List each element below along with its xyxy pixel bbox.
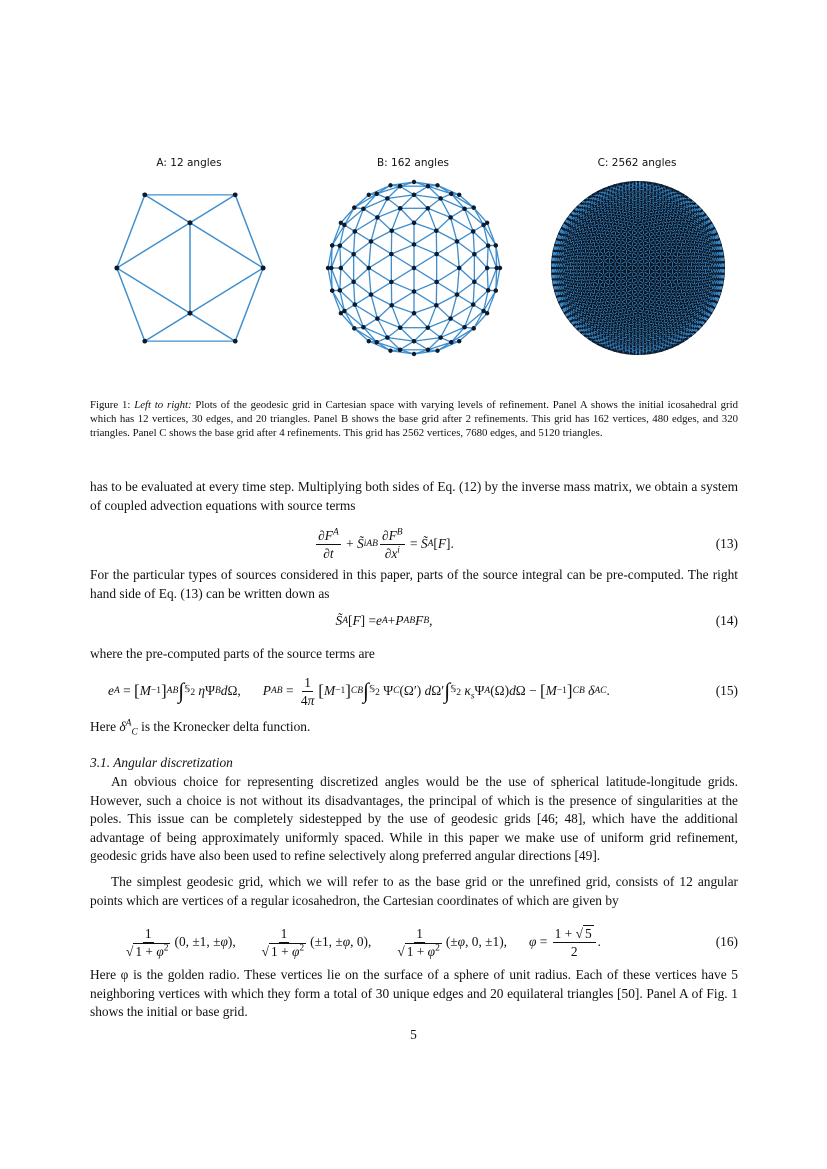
grid-vertex [188, 311, 193, 316]
grid-vertex [485, 266, 489, 270]
grid-vertex [426, 184, 430, 188]
grid-edge [355, 231, 371, 241]
grid-vertex [472, 252, 476, 256]
grid-edge [474, 282, 488, 291]
grid-vertex [233, 192, 238, 197]
grid-vertex [426, 325, 430, 329]
grid-vertex [233, 339, 238, 344]
grid-vertex [434, 280, 438, 284]
grid-edge [428, 328, 441, 338]
grid-edge [369, 268, 371, 295]
grid-vertex [438, 196, 442, 200]
panel-c-title: C: 2562 angles [597, 157, 677, 169]
grid-vertex [114, 266, 119, 271]
grid-edge [377, 217, 391, 230]
grid-vertex [330, 288, 334, 292]
grid-vertex [188, 220, 193, 225]
grid-vertex [374, 192, 378, 196]
grid-vertex [369, 239, 373, 243]
grid-edge [354, 328, 376, 342]
grid-vertex [367, 266, 371, 270]
grid-edge [354, 241, 371, 254]
grid-edge [436, 295, 457, 306]
grid-vertex [412, 311, 416, 315]
grid-vertex [449, 340, 453, 344]
grid-vertex [494, 243, 498, 247]
grid-vertex [472, 280, 476, 284]
grid-edge [414, 282, 437, 292]
grid-edge [340, 246, 341, 268]
grid-vertex [375, 316, 379, 320]
grid-vertex [361, 325, 365, 329]
grid-vertex [261, 266, 266, 271]
grid-edge [414, 231, 436, 245]
grid-edge [428, 198, 441, 208]
grid-vertex [388, 183, 392, 187]
grid-edge [400, 186, 414, 195]
grid-edge [377, 305, 391, 318]
grid-vertex [389, 280, 393, 284]
grid-vertex [329, 266, 333, 270]
grid-edge [392, 223, 414, 231]
panel-b-geodesic-plot [316, 170, 512, 366]
grid-edge [341, 268, 354, 282]
grid-vertex [338, 243, 342, 247]
grid-vertex [457, 266, 461, 270]
grid-edge [363, 209, 377, 218]
grid-vertex [495, 266, 499, 270]
grid-vertex [426, 206, 430, 210]
grid-edge [117, 268, 190, 313]
panel-a-title: A: 12 angles [156, 157, 222, 169]
grid-vertex [434, 228, 438, 232]
grid-vertex [455, 292, 459, 296]
grid-edge [414, 341, 428, 350]
grid-vertices [326, 180, 502, 356]
grid-edge [451, 209, 465, 218]
grid-edge [457, 231, 473, 241]
grid-vertex [352, 326, 356, 330]
grid-edge [190, 313, 235, 341]
grid-edge [457, 282, 474, 295]
grid-edge [341, 254, 354, 268]
grid-edge [437, 282, 457, 295]
grid-edge [392, 292, 414, 306]
grid-edge [414, 208, 428, 222]
grid-vertex [338, 288, 342, 292]
grid-edge [392, 305, 414, 313]
grid-vertex [434, 303, 438, 307]
grid-edge [414, 292, 436, 306]
grid-edge [437, 268, 460, 282]
grid-vertex [398, 184, 402, 188]
grid-edge [437, 254, 460, 268]
grid-edge [354, 254, 369, 268]
grid-vertex [412, 193, 416, 197]
grid-edge [354, 231, 355, 254]
grid-edge [391, 245, 414, 255]
grid-vertex [398, 206, 402, 210]
grid-vertex [457, 339, 461, 343]
grid-vertex [471, 229, 475, 233]
grid-edge [487, 246, 488, 268]
grid-vertex [369, 292, 373, 296]
grid-edge [414, 223, 436, 231]
grid-edge [400, 313, 414, 327]
grid-edge [354, 194, 376, 208]
grid-vertex [351, 252, 355, 256]
grid-vertex [471, 302, 475, 306]
grid-vertex [485, 221, 489, 225]
grid-vertex [448, 215, 452, 219]
grid-edge [487, 268, 488, 290]
grid-vertex [339, 221, 343, 225]
grid-edge [235, 268, 263, 341]
grid-vertex [448, 316, 452, 320]
grid-edge [371, 241, 391, 254]
grid-edge [117, 268, 145, 341]
grid-edge [371, 295, 392, 306]
grid-vertex [494, 288, 498, 292]
grid-edge [354, 282, 355, 305]
grid-edge [457, 241, 474, 254]
grid-edge [473, 231, 474, 254]
grid-edge [235, 195, 263, 268]
panel-b-title: B: 162 angles [376, 157, 450, 169]
grid-edge [459, 254, 474, 268]
grid-vertex [438, 335, 442, 339]
grid-edge [414, 186, 428, 195]
grid-vertex [462, 207, 466, 211]
grid-edge [387, 328, 400, 338]
grid-edge [473, 282, 474, 305]
grid-vertex [412, 180, 416, 184]
grid-edge [369, 254, 392, 268]
grid-edge [354, 282, 371, 295]
grid-edge [457, 268, 459, 295]
grid-vertex [388, 349, 392, 353]
grid-vertex [434, 252, 438, 256]
grid-vertex [435, 349, 439, 353]
grid-vertex [486, 243, 490, 247]
grid-edge [436, 305, 450, 318]
grid-vertex [352, 205, 356, 209]
grid-edge [340, 268, 341, 290]
grid-vertex [375, 215, 379, 219]
grid-vertex [389, 228, 393, 232]
grid-edge [400, 208, 414, 222]
grid-edge [391, 254, 414, 268]
grid-vertex [353, 302, 357, 306]
grid-edge [414, 268, 437, 282]
grid-edge [371, 282, 391, 295]
grid-edge [391, 268, 414, 282]
grid-vertex [330, 243, 334, 247]
grid-edge [340, 282, 354, 291]
grid-vertex [367, 193, 371, 197]
grid-vertex [385, 196, 389, 200]
grid-edge [145, 195, 190, 223]
grid-edge [474, 246, 488, 255]
grid-edge [437, 241, 457, 254]
grid-vertex [412, 242, 416, 246]
grid-vertex [385, 335, 389, 339]
grid-edge [363, 319, 377, 328]
grid-edge [145, 313, 190, 341]
grid-vertex [374, 340, 378, 344]
grid-edge [369, 268, 392, 282]
grid-edge [369, 241, 371, 268]
grid-vertex [389, 252, 393, 256]
grid-edge [387, 198, 400, 208]
grid-edge [354, 268, 369, 282]
grid-vertex [142, 339, 147, 344]
grid-edge [355, 295, 371, 305]
grid-vertex [412, 339, 416, 343]
grid-edge [190, 268, 263, 313]
grid-edge [371, 231, 392, 242]
grid-edge [457, 241, 459, 268]
grid-edge [474, 268, 487, 282]
grid-edge [190, 195, 235, 223]
grid-vertex [412, 221, 416, 225]
grid-vertex [339, 266, 343, 270]
grid-edge [414, 254, 437, 268]
grid-vertex [485, 311, 489, 315]
grid-vertex [412, 266, 416, 270]
grid-edge [451, 328, 473, 342]
grid-edge [414, 305, 436, 313]
panel-c-geodesic-plot [540, 170, 736, 366]
grid-vertex [455, 239, 459, 243]
grid-edge [391, 282, 414, 292]
grid-edge [474, 254, 487, 268]
grid-edge [436, 217, 450, 230]
grid-vertex [353, 229, 357, 233]
grid-vertex [389, 303, 393, 307]
grid-vertex [142, 192, 147, 197]
grid-vertex [435, 183, 439, 187]
grid-edge [459, 268, 474, 282]
grid-edge [436, 231, 457, 242]
grid-vertex [412, 352, 416, 356]
grid-vertex [412, 289, 416, 293]
grid-vertex [367, 339, 371, 343]
grid-edge [451, 319, 465, 328]
grid-vertex [449, 192, 453, 196]
grid-edge [451, 194, 473, 208]
panel-a-icosahedron-plot [92, 170, 288, 366]
grid-edge [117, 223, 190, 268]
grid-vertex [426, 348, 430, 352]
grid-vertex [462, 325, 466, 329]
grid-edge [414, 245, 437, 255]
grid-vertex [398, 348, 402, 352]
grid-edge [457, 295, 473, 305]
grid-edge [117, 195, 145, 268]
grid-vertex [471, 326, 475, 330]
grid-edge [400, 341, 414, 350]
grid-vertex [457, 193, 461, 197]
grid-edge [392, 231, 414, 245]
grid-vertex [471, 205, 475, 209]
grid-vertex [398, 325, 402, 329]
grid-edge [340, 246, 354, 255]
grid-vertex [361, 207, 365, 211]
grid-vertex [339, 311, 343, 315]
grid-edges [117, 195, 263, 341]
grid-vertex [486, 288, 490, 292]
grid-vertex [351, 280, 355, 284]
grid-edge [414, 313, 428, 327]
grid-edge [190, 223, 263, 268]
